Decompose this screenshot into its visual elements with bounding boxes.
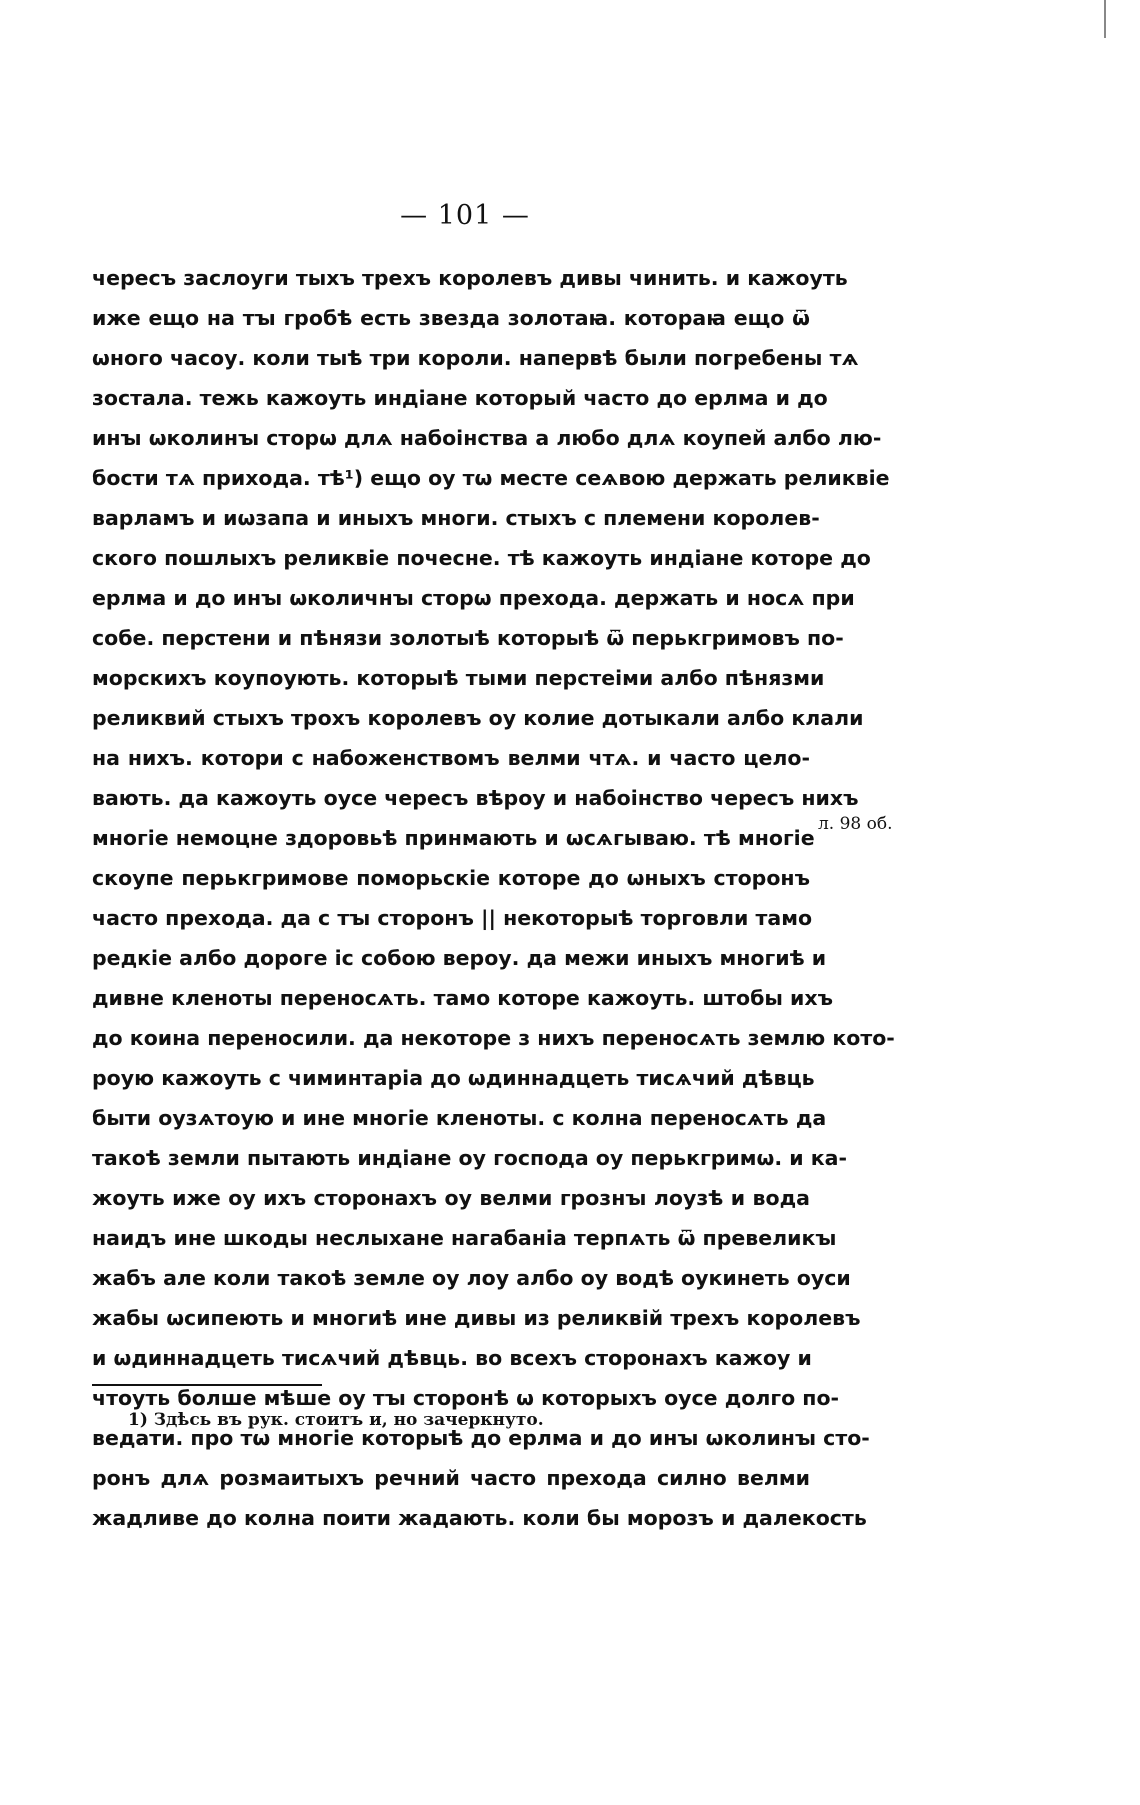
text-line: жабъ але коли такоѣ земле оу лоу албо оу водѣ оукинеть оуси: [92, 1266, 851, 1290]
margin-note-folio: л. 98 об.: [818, 814, 893, 834]
text-line: реликвий стыхъ трохъ королевъ оу колие дотыкали албо клали: [92, 706, 864, 730]
text-line: морскихъ коупоують. которыѣ тыми перстеіми албо пѣнязми: [92, 666, 825, 690]
text-line: ѡного часоу. коли тыѣ три короли. напервѣ были погребены тѧ: [92, 346, 859, 370]
text-line: инꙑ ѡколинꙑ сторѡ длѧ набоінства а любо длѧ коупей албо лю-: [92, 426, 882, 450]
text-line: ведати. про тѡ многіе которыѣ до ерлма и до инꙑ ѡколинꙑ сто-: [92, 1426, 870, 1450]
text-line: наидъ ине шкоды неслыхане нагабаніа терпѧть ѿ превеликꙑ: [92, 1226, 837, 1250]
text-line: ерлма и до инꙑ ѡколичнꙑ сторѡ прехода. держать и носѧ при: [92, 586, 855, 610]
text-line: ского пошлыхъ реликвіе почесне. тѣ кажоуть индіане которе до: [92, 546, 871, 570]
footnote: 1) Здѣсь въ рук. стоитъ и, но зачеркнуто.: [128, 1410, 544, 1430]
text-line: быти оузѧтоую и ине многіе кленоты. с колна переносѧть да: [92, 1106, 827, 1130]
text-line: иже ещо на тꙑ гробѣ есть звезда золотаꙗ. котораꙗ ещо ѿ: [92, 306, 810, 330]
text-line: жадливе до колна поити жадають. коли бы морозъ и далекость: [92, 1506, 867, 1530]
text-line: вають. да кажоуть оусе чересъ вѣроу и набоінство чересъ нихъ: [92, 786, 859, 810]
text-line: редкіе албо дороге іс собою вероу. да межи иныхъ многиѣ и: [92, 946, 827, 970]
text-line: дивне кленоты переносѧть. тамо которе кажоуть. штобы ихъ: [92, 986, 834, 1010]
text-line: собе. перстени и пѣнязи золотыѣ которыѣ ѿ перькгримовъ по-: [92, 626, 844, 650]
text-line: чтоуть болше мѣше оу тꙑ сторонѣ ѡ которыхъ оусе долго по-: [92, 1386, 840, 1410]
text-line: скоупе перькгримове поморьскіе которе до ѡныхъ сторонъ: [92, 866, 810, 890]
page-number: — 101 —: [400, 200, 530, 231]
text-line: и ѡдиннадцеть тисѧчий дѣвць. во всехъ сторонахъ кажоу и: [92, 1346, 812, 1370]
scan-edge-mark: [1104, 0, 1106, 38]
text-line: роую кажоуть с чиминтаріа до ѡдиннадцеть тисѧчий дѣвць: [92, 1066, 815, 1090]
text-line: ронъ длѧ розмаитыхъ речний часто прехода силно велми: [92, 1466, 810, 1490]
footnote-divider: [92, 1384, 322, 1386]
text-line: жоуть иже оу ихъ сторонахъ оу велми грознꙑ лоузѣ и вода: [92, 1186, 810, 1210]
text-line: чересъ заслоуги тыхъ трехъ королевъ дивы чинить. и кажоуть: [92, 266, 848, 290]
text-line: на нихъ. котори с набоженствомъ велми чтѧ. и часто цело-: [92, 746, 810, 770]
text-line: такоѣ земли пытають индіане оу господа оу перькгримѡ. и ка-: [92, 1146, 848, 1170]
text-line: жабы ѡсипеють и многиѣ ине дивы из реликвій трехъ королевъ: [92, 1306, 861, 1330]
text-line: варламъ и иѡзапа и иныхъ многи. стыхъ с племени королев-: [92, 506, 820, 530]
text-line: зостала. тежь кажоуть индіане который часто до ерлма и до: [92, 386, 828, 410]
text-line: многіе немоцне здоровьѣ принмають и ѡсѧгываю. тѣ многіе: [92, 826, 815, 850]
text-line: бости тѧ прихода. тѣ¹) ещо оу тѡ месте сеѧвою держать реликвіе: [92, 466, 890, 490]
text-line: часто прехода. да с тꙑ сторонъ || некоторыѣ торговли тамо: [92, 906, 813, 930]
text-line: до коина переносили. да некоторе з нихъ переносѧть землю кото-: [92, 1026, 895, 1050]
